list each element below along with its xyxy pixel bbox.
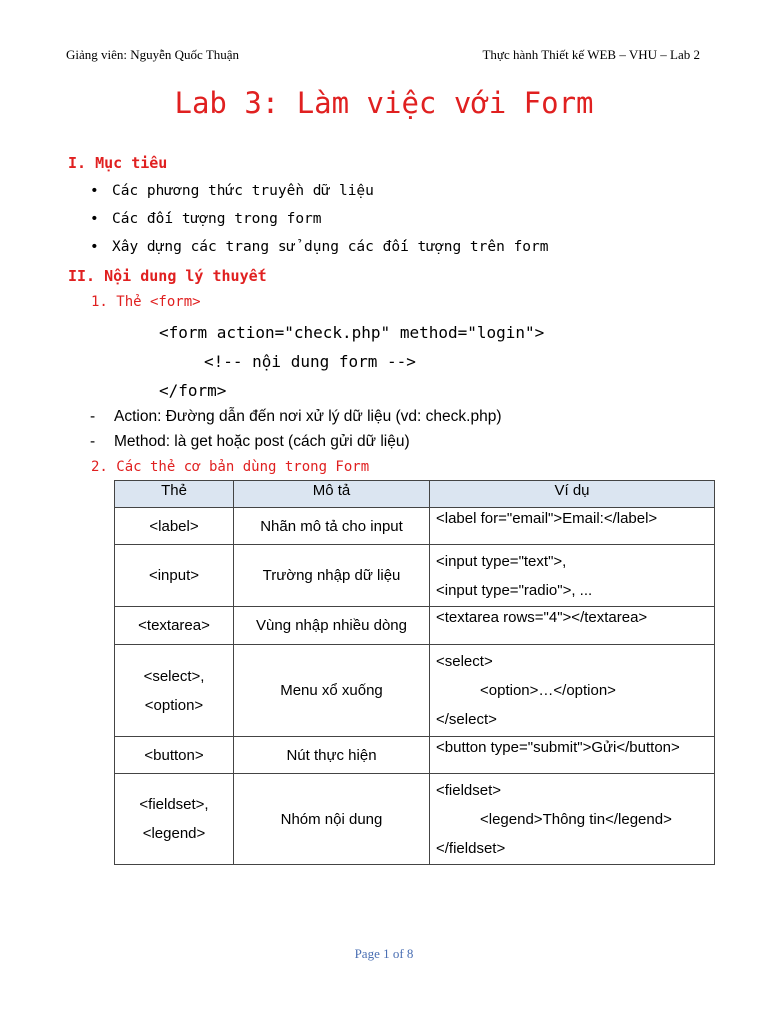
table-row xyxy=(115,737,715,774)
description-cell: Trường nhập dữ liệu xyxy=(234,545,430,607)
subheading-form-tag: 1. Thẻ <form> xyxy=(91,294,201,310)
tag-cell: <label> xyxy=(115,508,234,545)
col-header-tag: Thẻ xyxy=(115,481,234,508)
page-title: Lab 3: Làm việc với Form xyxy=(174,86,594,120)
table-row xyxy=(115,774,715,865)
example-cell: <fieldset> <legend>Thông tin</legend> </fieldset> xyxy=(430,774,715,865)
table-row xyxy=(115,645,715,737)
code-line: </form> xyxy=(159,381,227,400)
tag-cell: <input> xyxy=(115,545,234,607)
bullet-item: • Các đối tượng trong form xyxy=(90,211,322,227)
example-cell: <label for="email">Email:</label> xyxy=(430,508,715,545)
bullet-icon: • xyxy=(90,183,99,199)
description-cell: Vùng nhập nhiều dòng xyxy=(234,607,430,645)
form-tags-table xyxy=(114,480,715,865)
dash-marker: - xyxy=(90,433,96,450)
example-cell: <button type="submit">Gửi</button> xyxy=(430,737,715,774)
tag-cell: <button> xyxy=(115,737,234,774)
code-line: <!-- nội dung form --> xyxy=(204,352,416,371)
example-cell: <input type="text">, <input type="radio">, ... xyxy=(430,545,715,607)
description-cell: Menu xổ xuống xyxy=(234,645,430,737)
header-course: Thực hành Thiết kế WEB – VHU – Lab 2 xyxy=(482,47,700,62)
example-cell: <select> <option>…</option> </select> xyxy=(430,645,715,737)
subheading-basic-tags: 2. Các thẻ cơ bản dùng trong Form xyxy=(91,459,370,475)
bullet-item: • Các phương thức truyền dữ liệu xyxy=(90,183,374,199)
tag-cell: <fieldset>, <legend> xyxy=(115,774,234,865)
description-cell: Nút thực hiện xyxy=(234,737,430,774)
table-row xyxy=(115,607,715,645)
tag-cell: <select>, <option> xyxy=(115,645,234,737)
dash-marker: - xyxy=(90,408,96,425)
example-cell: <textarea rows="4"></textarea> xyxy=(430,607,715,645)
bullet-icon: • xyxy=(90,211,99,227)
bullet-item: • Xây dựng các trang sử dụng các đối tượng trên form xyxy=(90,239,549,255)
col-header-example: Ví dụ xyxy=(430,481,715,508)
table-header-row xyxy=(115,481,715,508)
table-row xyxy=(115,545,715,607)
header-instructor: Giảng viên: Nguyễn Quốc Thuận xyxy=(66,47,240,62)
description-cell: Nhóm nội dung xyxy=(234,774,430,865)
page-number: Page 1 of 8 xyxy=(354,946,414,961)
description-cell: Nhãn mô tả cho input xyxy=(234,508,430,545)
table-row xyxy=(115,508,715,545)
section-heading-theory: II. Nội dung lý thuyết xyxy=(68,267,267,285)
dash-item: - Action: Đường dẫn đến nơi xử lý dữ liệu (vd: check.php) xyxy=(90,408,502,425)
code-line: <form action="check.php" method="login"> xyxy=(159,323,545,342)
section-heading-objectives: I. Mục tiêu xyxy=(68,154,168,172)
col-header-description: Mô tả xyxy=(234,481,430,508)
tag-cell: <textarea> xyxy=(115,607,234,645)
dash-item: - Method: là get hoặc post (cách gửi dữ liệu) xyxy=(90,433,410,450)
bullet-icon: • xyxy=(90,239,99,255)
